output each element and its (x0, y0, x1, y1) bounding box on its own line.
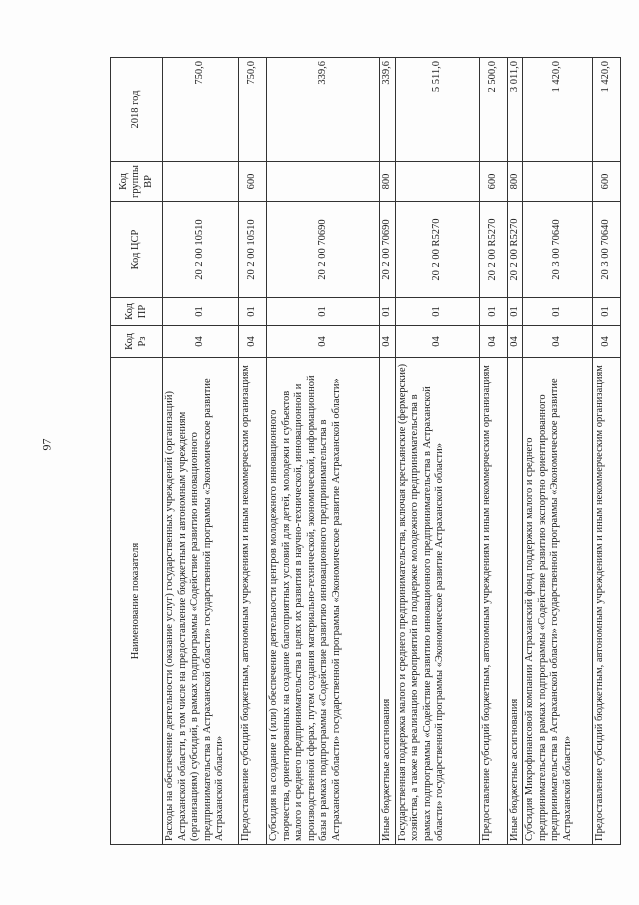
row-pr: 01 (593, 298, 621, 326)
row-csr: 20 2 00 70690 (380, 202, 396, 298)
table-row (380, 58, 396, 845)
row-vr: 800 (507, 162, 523, 202)
budget-table-rotated (110, 58, 612, 845)
table-row (163, 58, 239, 845)
row-rz: 04 (479, 326, 507, 358)
row-vr: 600 (239, 162, 267, 202)
table-row (593, 58, 621, 845)
row-vr: 800 (380, 162, 396, 202)
row-pr: 01 (479, 298, 507, 326)
table-row (395, 58, 479, 845)
row-csr: 20 2 00 R5270 (395, 202, 479, 298)
row-name: Предоставление субсидий бюджетным, автономным учреждениям и иным некоммерческим организациям (593, 358, 621, 845)
header-rz: Код Рз (111, 326, 163, 358)
header-name: Наименование показателя (111, 358, 163, 845)
row-pr: 01 (163, 298, 239, 326)
row-rz: 04 (163, 326, 239, 358)
row-csr: 20 2 00 R5270 (507, 202, 523, 298)
header-vr: Код группы ВР (111, 162, 163, 202)
row-name: Предоставление субсидий бюджетным, автономным учреждениям и иным некоммерческим организациям (479, 358, 507, 845)
row-csr: 20 3 00 70640 (593, 202, 621, 298)
row-vr (163, 162, 239, 202)
table-row (523, 58, 593, 845)
row-rz: 04 (395, 326, 479, 358)
row-name: Расходы на обеспечение деятельности (оказание услуг) государственных учреждений (организаций) Астраханской области, в том числе на предоставление бюджетным и автономным учреждениям (организациям) субсидий, в рамках подпрограммы «Содействие развитию инновационного предпринимательства в Астраханской области» государственной программы «Экономическое развитие Астраханской области» (163, 358, 239, 845)
row-vr (395, 162, 479, 202)
row-csr: 20 2 00 10510 (239, 202, 267, 298)
row-rz: 04 (380, 326, 396, 358)
row-pr: 01 (239, 298, 267, 326)
row-amount: 1 420,0 (593, 58, 621, 162)
row-rz: 04 (523, 326, 593, 358)
header-pr: Код ПР (111, 298, 163, 326)
row-pr: 01 (380, 298, 396, 326)
row-csr: 20 3 00 70640 (523, 202, 593, 298)
row-name: Государственная поддержка малого и среднего предпринимательства, включая крестьянские (фермерские) хозяйства, а также на реализацию мероприятий по поддержке молодежного предпринимательства в рамках подпрограммы «Содействие развитию инновационного предпринимательства в Астраханской области» государственной программы «Экономическое развитие Астраханской области» (395, 358, 479, 845)
row-name: Предоставление субсидий бюджетным, автономным учреждениям и иным некоммерческим организациям (239, 358, 267, 845)
row-name: Иные бюджетные ассигнования (380, 358, 396, 845)
row-amount: 3 011,0 (507, 58, 523, 162)
row-vr (523, 162, 593, 202)
row-csr: 20 2 00 70690 (267, 202, 380, 298)
table-row (239, 58, 267, 845)
row-amount: 339,6 (267, 58, 380, 162)
row-pr: 01 (507, 298, 523, 326)
table-row (507, 58, 523, 845)
budget-table (110, 57, 621, 845)
row-rz: 04 (507, 326, 523, 358)
row-amount: 750,0 (239, 58, 267, 162)
row-amount: 5 511,0 (395, 58, 479, 162)
header-csr: Код ЦСР (111, 202, 163, 298)
row-csr: 20 2 00 R5270 (479, 202, 507, 298)
row-csr: 20 2 00 10510 (163, 202, 239, 298)
row-name: Субсидия Микрофинансовой компании Астраханский фонд поддержки малого и среднего предпринимательства в рамках подпрограммы «Содействие развитию экспортно ориентированного предпринимательства в Астраханской области» государственной программы «Экономическое развитие Астраханской области» (523, 358, 593, 845)
row-rz: 04 (267, 326, 380, 358)
row-pr: 01 (395, 298, 479, 326)
row-amount: 1 420,0 (523, 58, 593, 162)
row-name: Иные бюджетные ассигнования (507, 358, 523, 845)
page-number: 97 (39, 438, 54, 451)
row-amount: 750,0 (163, 58, 239, 162)
row-pr: 01 (523, 298, 593, 326)
row-pr: 01 (267, 298, 380, 326)
row-rz: 04 (593, 326, 621, 358)
table-row (479, 58, 507, 845)
row-vr: 600 (479, 162, 507, 202)
row-rz: 04 (239, 326, 267, 358)
table-row (267, 58, 380, 845)
header-year: 2018 год (111, 58, 163, 162)
table-header-row (111, 58, 163, 845)
row-amount: 339,6 (380, 58, 396, 162)
row-name: Субсидия на создание и (или) обеспечение деятельности центров молодежного инновационного творчества, ориентированных на создание благоприятных условий для детей, молодежи и субъектов малого и среднего предпринимательства в целях их развития в научно-технической, инновационной и производственной сферах, путем создания материально-технической, экономической, информационной базы в рамках подпрограммы «Содействие развитию инновационного предпринимательства в Астраханской области» государственной программы «Экономическое развитие Астраханской области» (267, 358, 380, 845)
row-amount: 2 500,0 (479, 58, 507, 162)
row-vr: 600 (593, 162, 621, 202)
row-vr (267, 162, 380, 202)
